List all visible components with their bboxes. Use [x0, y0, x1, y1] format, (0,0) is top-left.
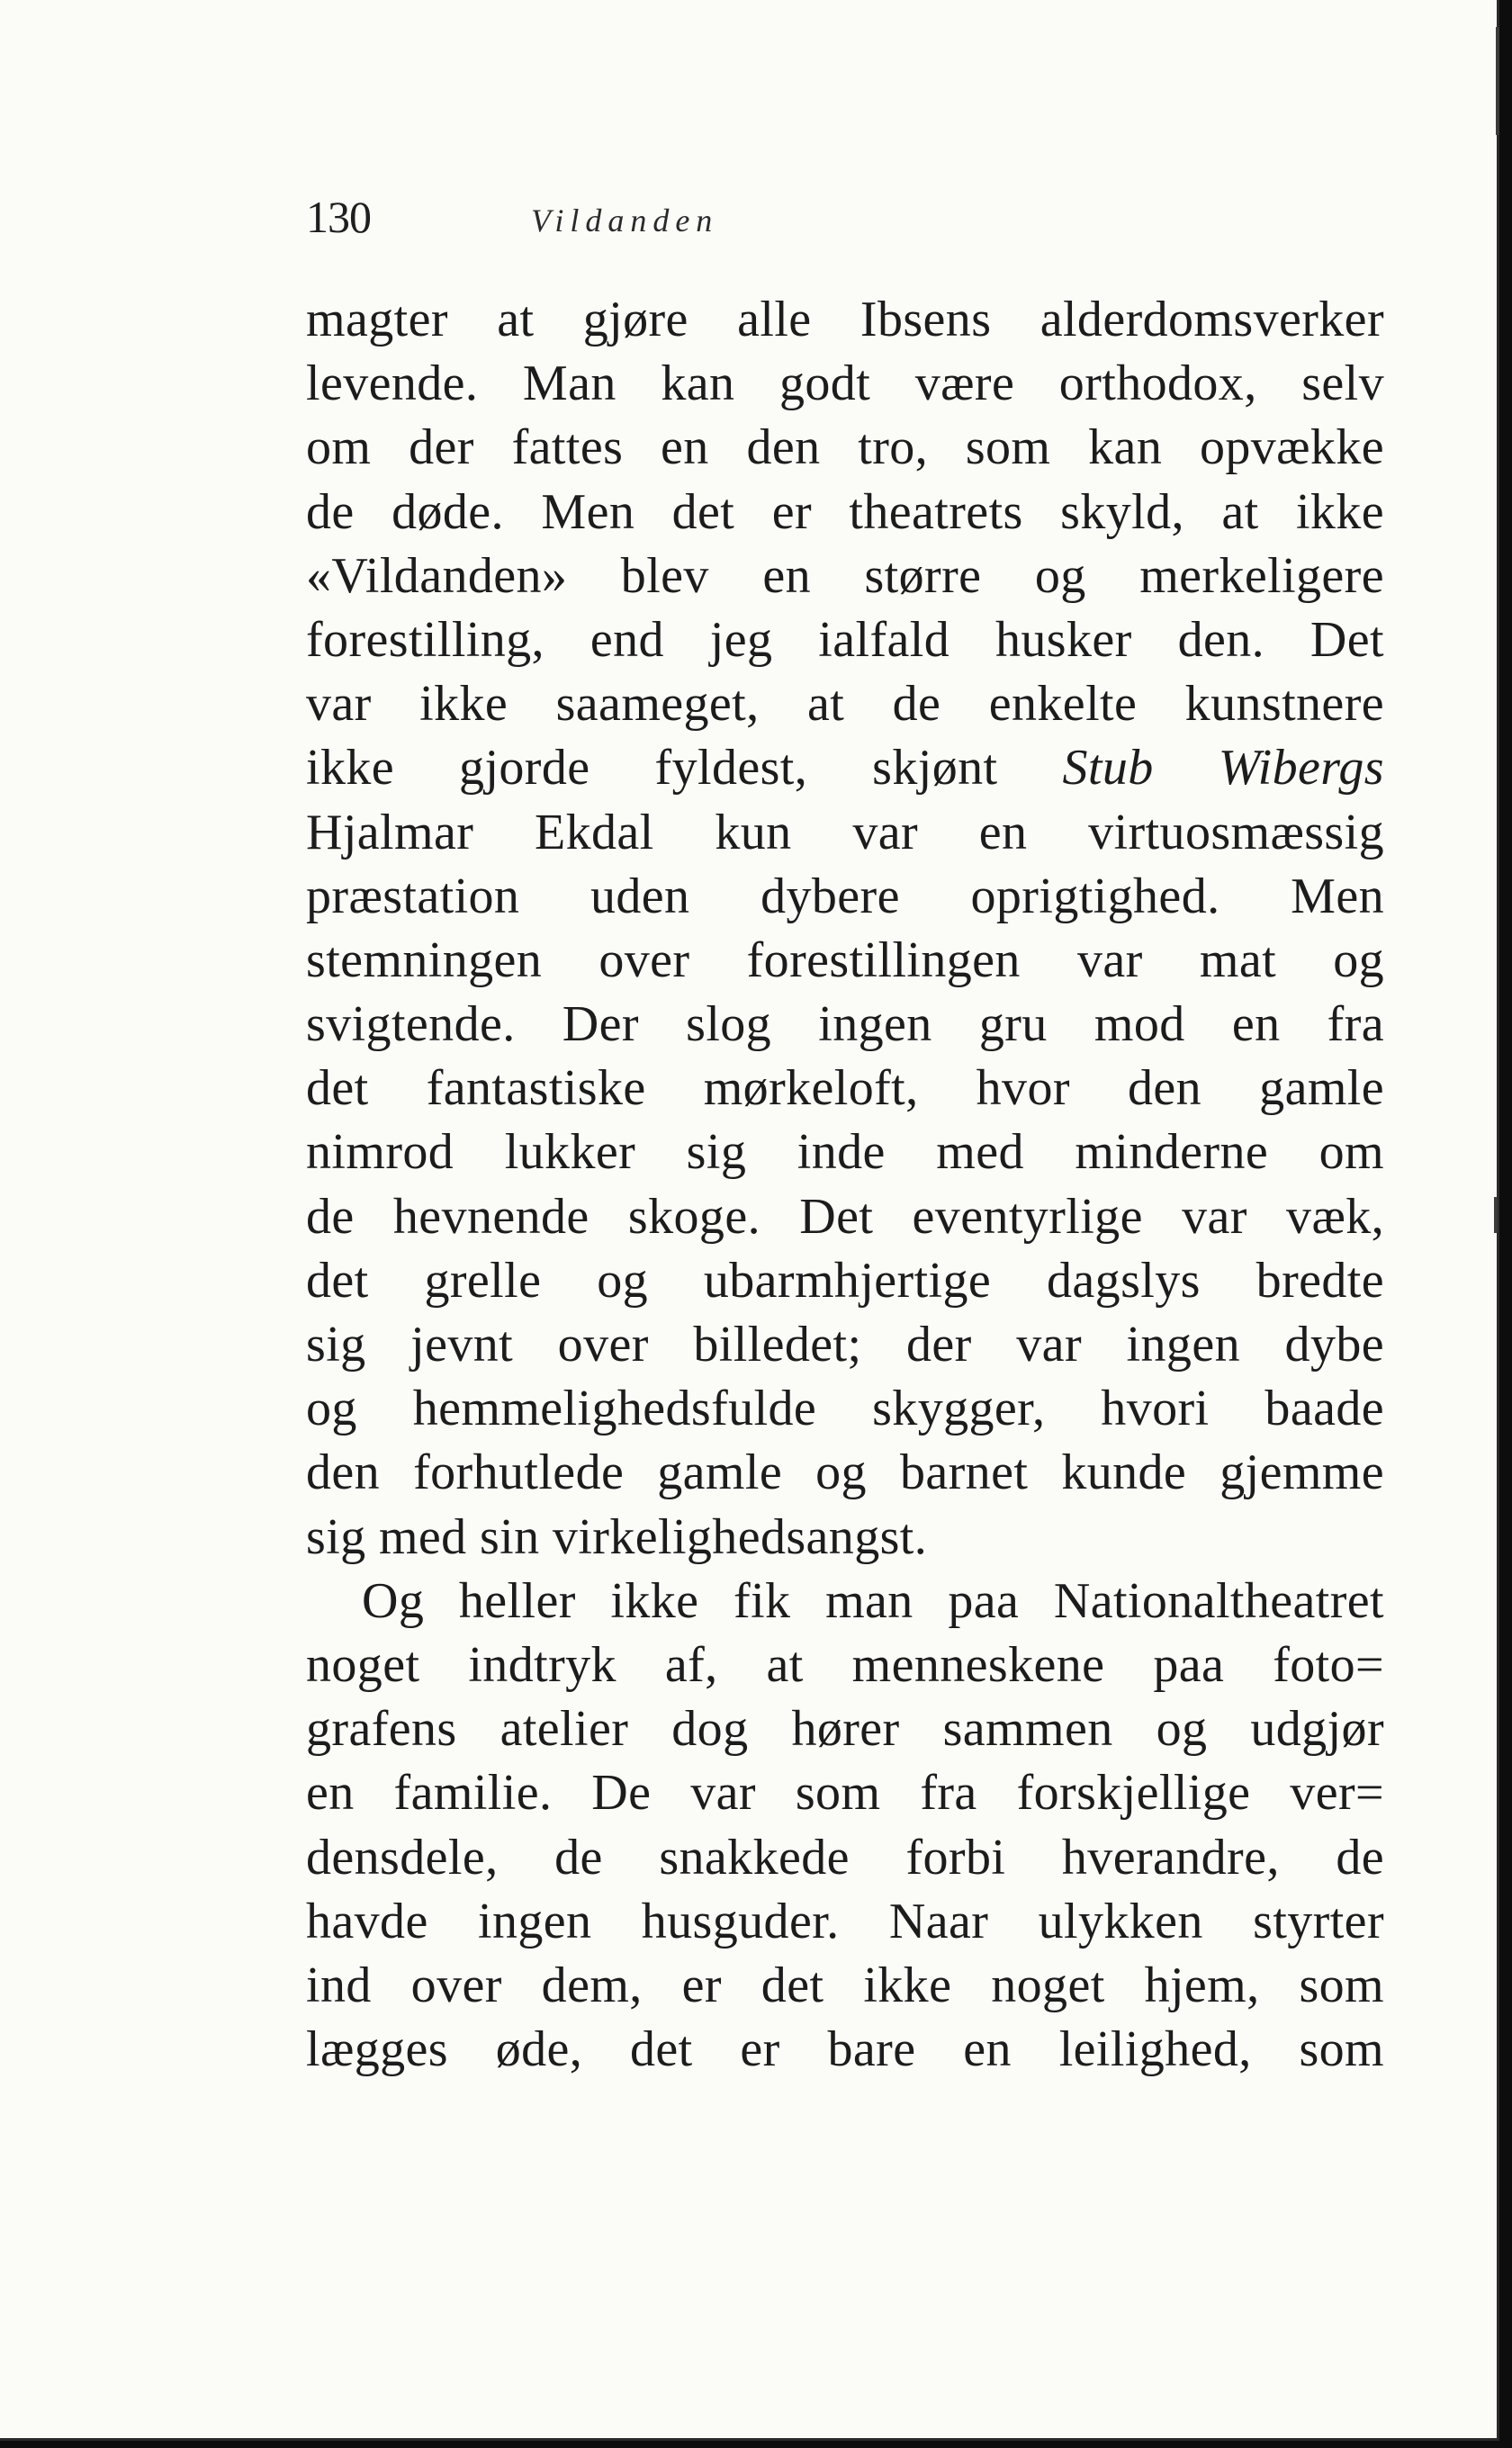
text-line: de hevnende skoge. Det eventyrlige var væk,	[306, 1188, 1384, 1245]
text-line: havde ingen husguder. Naar ulykken styrter	[306, 1893, 1384, 1949]
running-title: Vildanden	[531, 202, 719, 238]
text-line: noget indtryk af, at menneskene paa foto=	[306, 1636, 1384, 1693]
text-line: forestilling, end jeg ialfald husker den. Det	[306, 611, 1384, 668]
text-line: sig jevnt over billedet; der var ingen dybe	[306, 1317, 1384, 1372]
text-line	[306, 736, 1384, 800]
text-line: Og heller ikke fik man paa Nationaltheatret	[362, 1572, 1384, 1629]
text-line: en familie. De var som fra forskjellige ver=	[306, 1765, 1384, 1822]
text-line: om der fattes en den tro, som kan opvække	[306, 419, 1384, 476]
text-line: grafens atelier dog hører sammen og udgjør	[306, 1701, 1384, 1758]
text-line: svigtende. Der slog ingen gru mod en fra	[306, 996, 1384, 1053]
text-line: det grelle og ubarmhjertige dagslys bredte	[306, 1252, 1384, 1309]
text-line: Hjalmar Ekdal kun var en virtuosmæssig	[306, 804, 1384, 860]
page-number: 130	[306, 192, 371, 242]
scan-edge-mark	[1494, 1197, 1498, 1233]
body-text	[306, 288, 1384, 2082]
text-run: ikke gjorde fyldest, skjønt	[306, 740, 1063, 796]
text-line: det fantastiske mørkeloft, hvor den gamle	[306, 1060, 1384, 1117]
text-line: den forhutlede gamle og barnet kunde gjemme	[306, 1444, 1384, 1501]
text-line: stemningen over forestillingen var mat og	[306, 932, 1384, 988]
text-line: magter at gjøre alle Ibsens alderdomsverker	[306, 292, 1384, 347]
text-line: nimrod lukker sig inde med minderne om	[306, 1124, 1384, 1181]
text-line: sig med sin virkelighedsangst.	[306, 1508, 928, 1565]
text-line: var ikke saameget, at de enkelte kunstnere	[306, 676, 1384, 733]
text-line: de døde. Men det er theatrets skyld, at ikke	[306, 483, 1384, 540]
page-header	[306, 191, 1386, 254]
italic-name: Stub Wibergs	[1062, 740, 1384, 796]
text-line: ind over dem, er det ikke noget hjem, som	[306, 1957, 1384, 2013]
scan-edge-mark	[1496, 27, 1499, 135]
text-line: præstation uden dybere oprigtighed. Men	[306, 868, 1384, 924]
text-line: levende. Man kan godt være orthodox, selv	[306, 356, 1384, 412]
text-line: lægges øde, det er bare en leilighed, som	[306, 2021, 1384, 2078]
text-line: densdele, de snakkede forbi hverandre, de	[306, 1829, 1384, 1886]
text-line: «Vildanden» blev en større og merkeligere	[306, 547, 1384, 604]
text-line: og hemmelighedsfulde skygger, hvori baade	[306, 1381, 1384, 1437]
